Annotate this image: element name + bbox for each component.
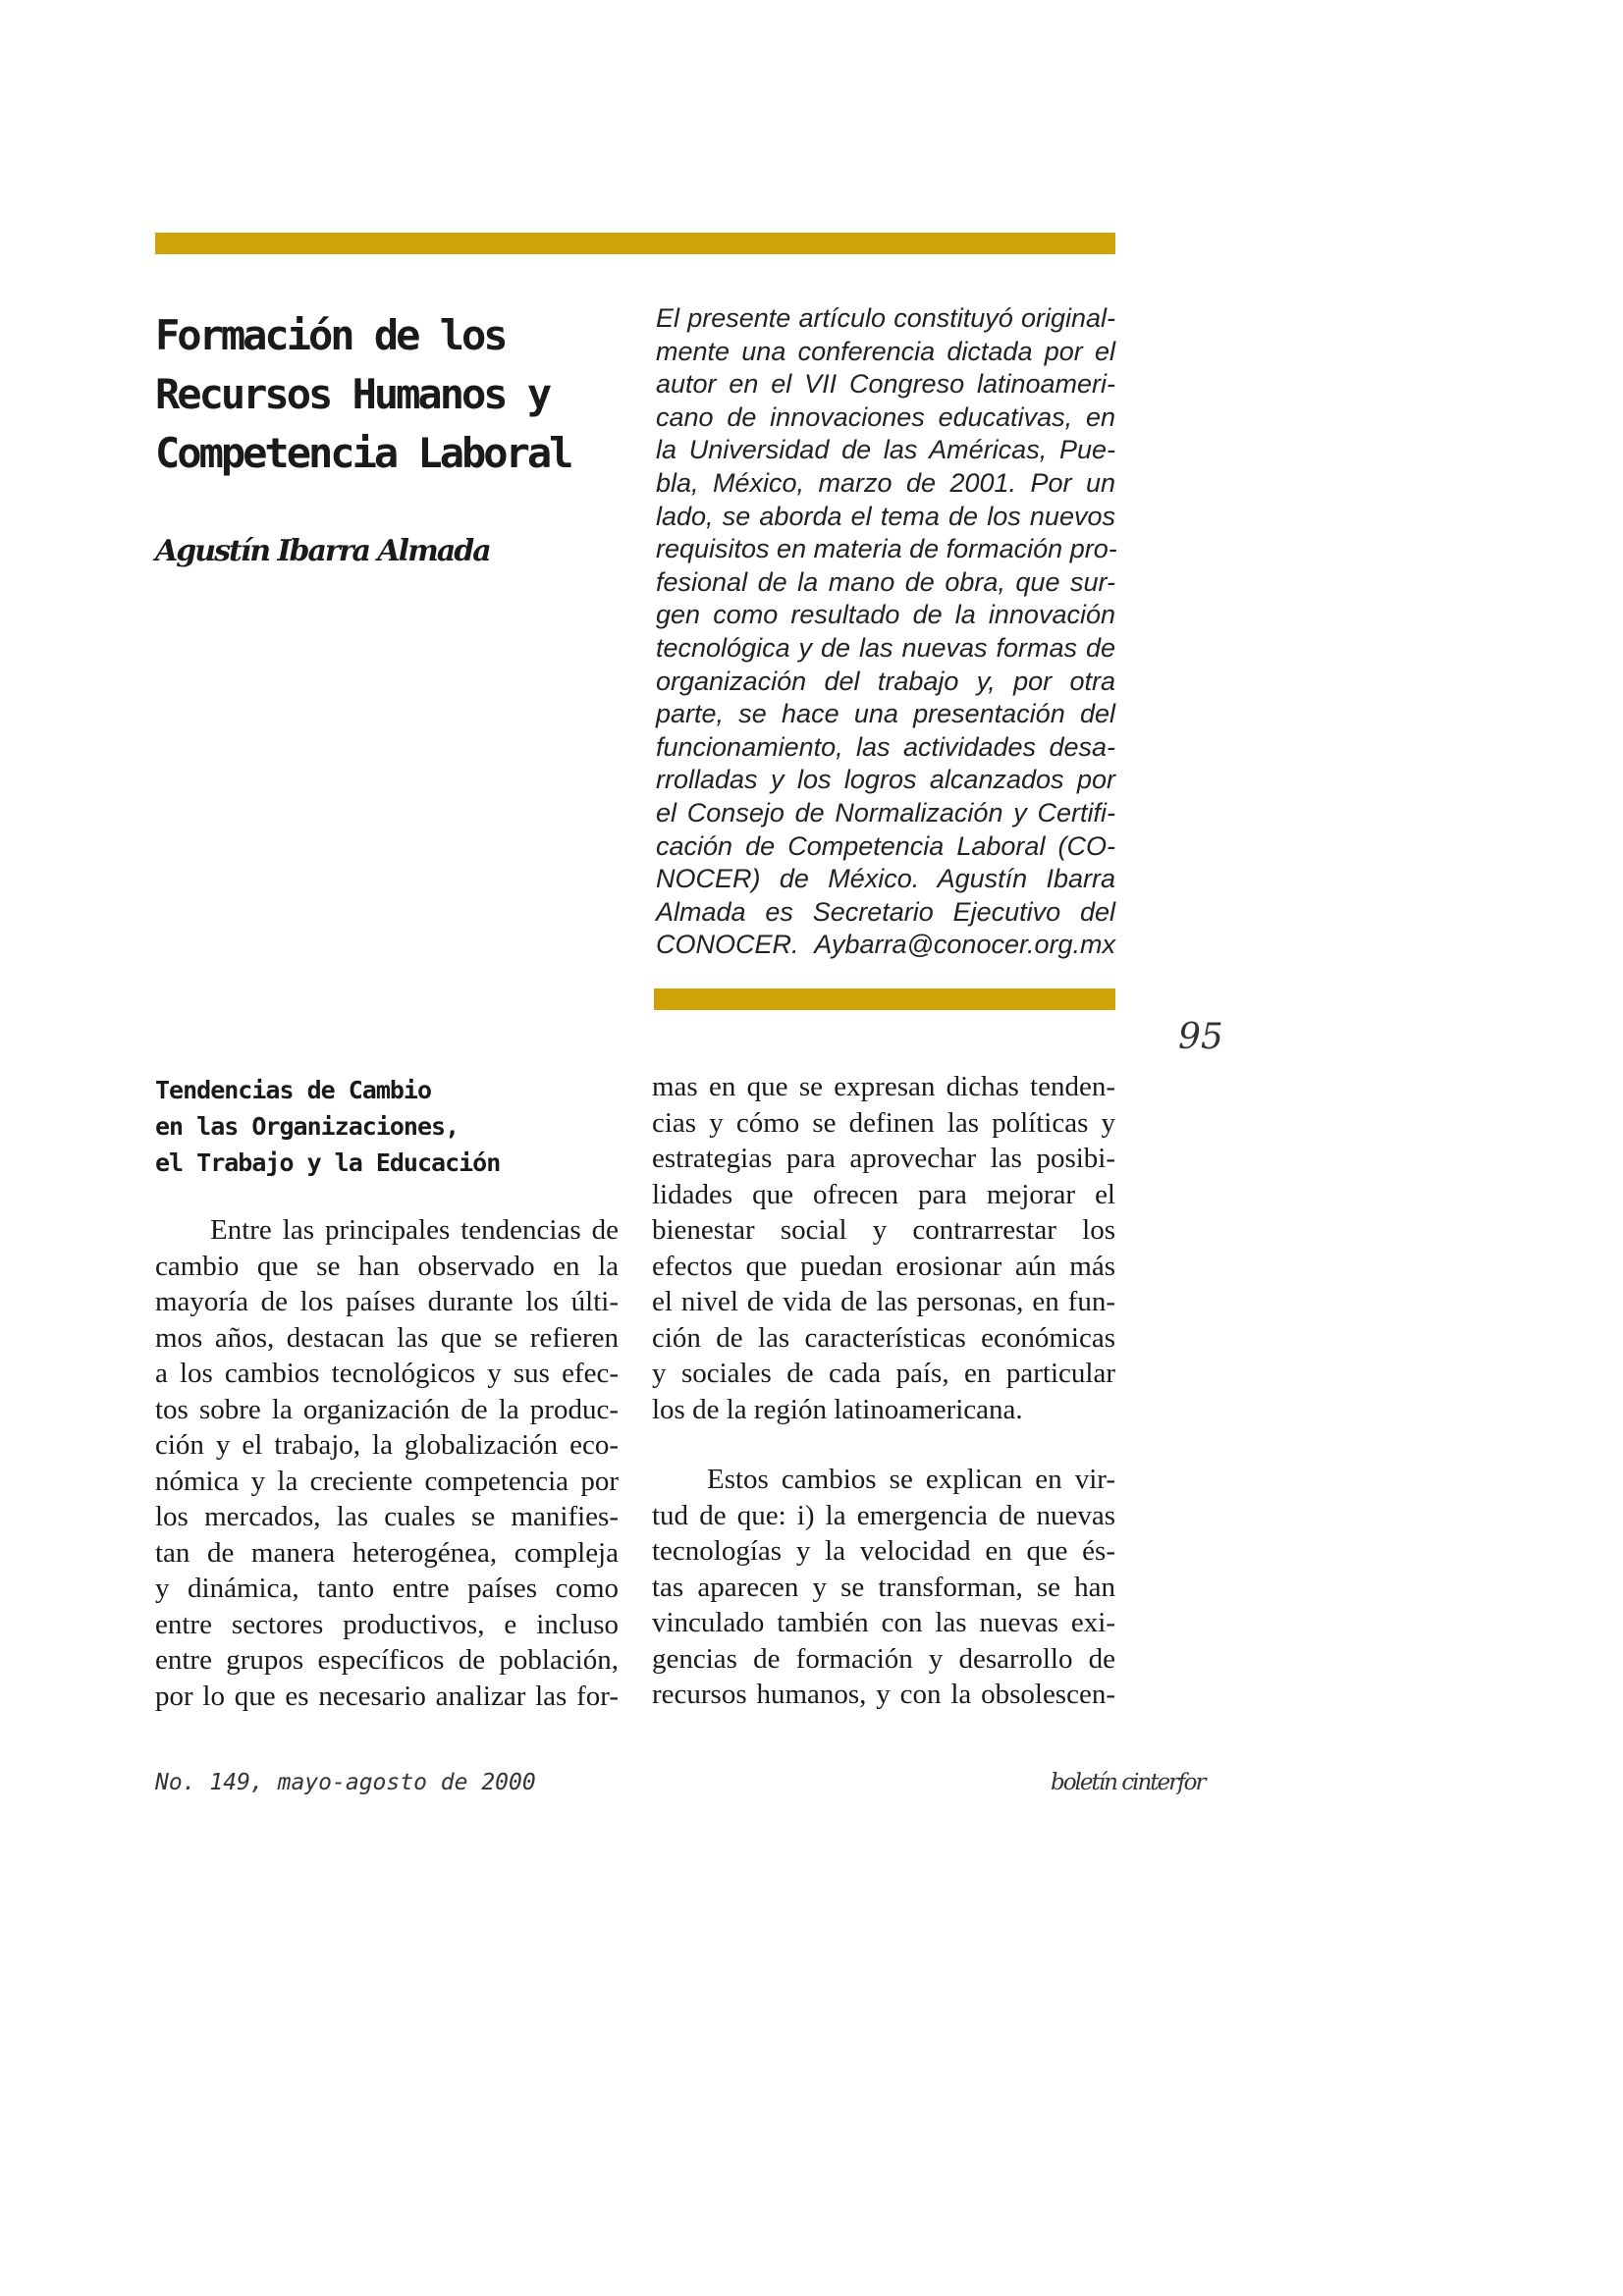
body-line: ción de las características económicas (652, 1321, 1115, 1354)
body-line: y sociales de cada país, en particular (652, 1358, 1115, 1389)
body-line: tud de que: i) la emergencia de nuevas (652, 1499, 1115, 1531)
top-accent-bar (155, 233, 1115, 254)
abstract-line: rrolladas y los logros alcanzados por (656, 765, 1115, 795)
body-line: ción y el trabajo, la globalización eco- (155, 1429, 619, 1461)
footer-publication-name: boletín cinterfor (1051, 1770, 1205, 1795)
abstract-line: NOCER) de México. Agustín Ibarra (656, 864, 1115, 894)
abstract-line: organización del trabajo y, por otra (656, 666, 1115, 696)
abstract-line: gen como resultado de la innovación (656, 600, 1115, 630)
body-line: estrategias para aprovechar las posibi- (652, 1143, 1115, 1174)
body-line: cambio que se han observado en la (155, 1250, 619, 1282)
body-line: efectos que puedan erosionar aún más (652, 1250, 1115, 1282)
abstract-line: mente una conferencia dictada por el (656, 336, 1115, 366)
footer-issue-info: No. 149, mayo-agosto de 2000 (155, 1770, 536, 1795)
body-line: recursos humanos, y con la obsolescen- (652, 1679, 1115, 1710)
body-line: bienestar social y contrarrestar los (652, 1214, 1115, 1246)
section-heading-line: en las Organizaciones, (155, 1112, 460, 1141)
body-line: los mercados, las cuales se manifies- (155, 1501, 619, 1532)
body-line: mas en que se expresan dichas tenden- (652, 1071, 1115, 1102)
body-line: vinculado también con las nuevas exi- (652, 1607, 1115, 1638)
abstract-line: CONOCER. Aybarra@conocer.org.mx (656, 930, 1115, 960)
mid-accent-bar (654, 988, 1115, 1010)
body-line: Estos cambios se explican en vir- (707, 1464, 1115, 1495)
body-line: entre grupos específicos de población, (155, 1644, 619, 1676)
body-line: entre sectores productivos, e incluso (155, 1608, 619, 1640)
body-line: el nivel de vida de las personas, en fun- (652, 1286, 1115, 1317)
body-line: mos años, destacan las que se refieren (155, 1321, 619, 1354)
section-heading-line: el Trabajo y la Educación (155, 1148, 501, 1177)
abstract-line: tecnológica y de las nuevas formas de (656, 632, 1115, 663)
body-line: tos sobre la organización de la produc- (155, 1393, 619, 1425)
abstract-line: Almada es Secretario Ejecutivo del (656, 896, 1115, 927)
body-column-left (155, 1212, 619, 1714)
body-line: los de la región latinoamericana. (652, 1393, 1023, 1425)
section-heading (155, 1072, 500, 1181)
abstract-line: bla, México, marzo de 2001. Por un (656, 467, 1115, 498)
body-line: por lo que es necesario analizar las for- (155, 1680, 619, 1712)
body-column-right-paragraph-1 (652, 1069, 1115, 1427)
title-line: Competencia Laboral (155, 429, 571, 477)
abstract-line: autor en el VII Congreso latinoameri- (656, 369, 1115, 400)
abstract-line: el Consejo de Normalización y Certifi- (656, 797, 1115, 828)
body-line: cias y cómo se definen las políticas y (652, 1106, 1115, 1139)
page-number: 95 (1178, 1017, 1223, 1057)
body-line: a los cambios tecnológicos y sus efec- (155, 1358, 619, 1389)
title-line: Formación de los (155, 311, 506, 359)
abstract-line: funcionamiento, las actividades desa- (656, 731, 1115, 762)
abstract-line: lado, se aborda el tema de los nuevos (656, 501, 1115, 531)
abstract-line: la Universidad de las Américas, Pue- (656, 435, 1115, 465)
body-line: tan de manera heterogénea, compleja (155, 1536, 619, 1569)
article-title (155, 306, 626, 483)
abstract-line: fesional de la mano de obra, que sur- (656, 566, 1115, 597)
body-line: gencias de formación y desarrollo de (652, 1642, 1115, 1675)
abstract-line: cación de Competencia Laboral (CO- (656, 830, 1115, 861)
abstract-line: cano de innovaciones educativas, en (656, 401, 1115, 432)
abstract-line: parte, se hace una presentación del (656, 699, 1115, 729)
article-author: Agustín Ibarra Almada (155, 534, 490, 568)
body-line: lidades que ofrecen para mejorar el (652, 1178, 1115, 1210)
body-line: tas aparecen y se transforman, se han (652, 1571, 1115, 1603)
abstract-line: requisitos en materia de formación pro- (656, 534, 1117, 564)
body-line: nómica y la creciente competencia por (155, 1465, 619, 1497)
body-line: y dinámica, tanto entre países como (155, 1573, 619, 1604)
body-line: tecnologías y la velocidad en que és- (652, 1535, 1115, 1567)
body-column-right-paragraph-2 (652, 1462, 1115, 1713)
body-line: mayoría de los países durante los últi- (155, 1286, 619, 1317)
title-line: Recursos Humanos y (155, 370, 550, 418)
abstract-line: El presente artículo constituyó original- (656, 303, 1115, 333)
body-line: Entre las principales tendencias de (210, 1214, 619, 1246)
section-heading-line: Tendencias de Cambio (155, 1076, 432, 1104)
abstract (656, 302, 1115, 962)
